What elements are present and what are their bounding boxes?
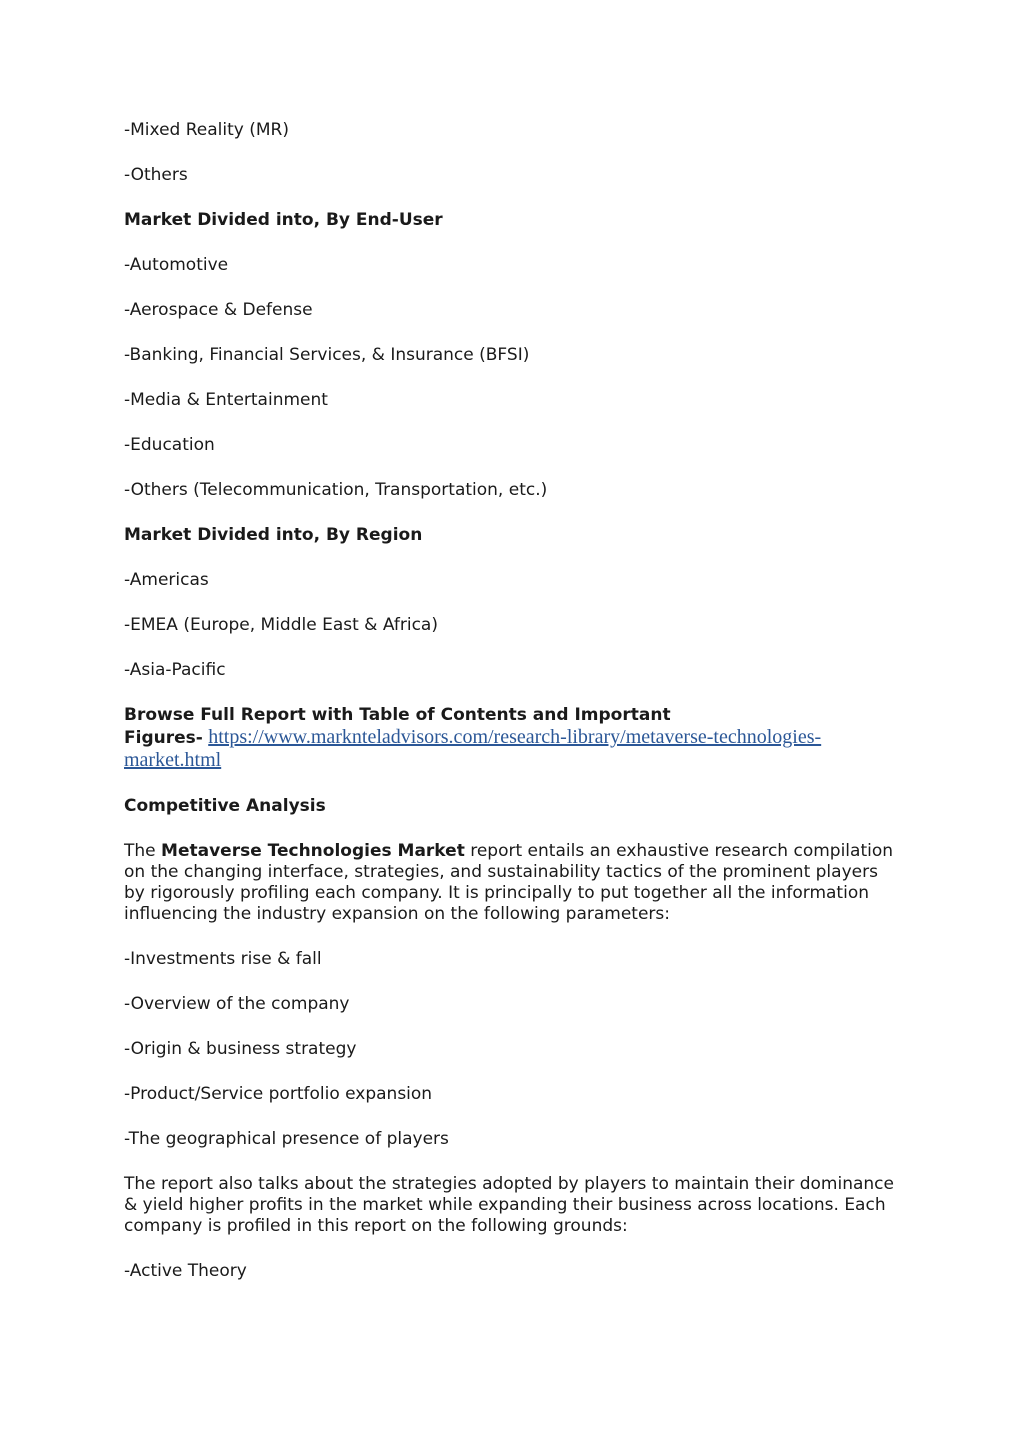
list-item: -Product/Service portfolio expansion — [124, 1084, 433, 1104]
report-link-line2[interactable]: market.html — [124, 749, 222, 771]
list-item: -Investments rise & fall — [124, 949, 322, 969]
list-item: -Mixed Reality (MR) — [124, 120, 289, 140]
list-item: -Asia-Pacific — [124, 660, 226, 680]
browse-label-line2: Figures- — [124, 728, 203, 748]
section-heading-end-user: Market Divided into, By End-User — [124, 210, 443, 230]
document-page — [124, 120, 894, 1306]
intro-rest: report entails an exhaustive research compilation on the changing interface, strategies, and sustainability tactics of the prominent players by rigorously profiling each company. It is principally to put together all the information influencing the industry expansion on the following parameters: — [124, 841, 894, 924]
list-item: -The geographical presence of players — [124, 1129, 449, 1149]
list-item: -Active Theory — [124, 1261, 247, 1281]
list-item: -Others (Telecommunication, Transportation, etc.) — [124, 480, 548, 500]
list-item: -Banking, Financial Services, & Insurance (BFSI) — [124, 345, 530, 365]
list-item: -Aerospace & Defense — [124, 300, 313, 320]
list-item: -EMEA (Europe, Middle East & Africa) — [124, 615, 438, 635]
list-item: -Education — [124, 435, 215, 455]
browse-label-line1: Browse Full Report with Table of Contents and Important — [124, 705, 671, 725]
intro-market-name: Metaverse Technologies Market — [161, 841, 465, 861]
browse-report-block — [124, 705, 894, 772]
section-heading-region: Market Divided into, By Region — [124, 525, 423, 545]
section-heading-competitive: Competitive Analysis — [124, 796, 326, 816]
list-item: -Americas — [124, 570, 209, 590]
list-item: -Overview of the company — [124, 994, 350, 1014]
list-item: -Origin & business strategy — [124, 1039, 357, 1059]
list-item: -Automotive — [124, 255, 229, 275]
list-item: -Media & Entertainment — [124, 390, 328, 410]
report-link-line1[interactable]: https://www.marknteladvisors.com/research-library/metaverse-technologies- — [208, 726, 822, 748]
competitive-intro-paragraph — [124, 841, 894, 925]
intro-prefix: The — [124, 841, 162, 861]
list-item: -Others — [124, 165, 188, 185]
closing-paragraph: The report also talks about the strategies adopted by players to maintain their dominance & yield higher profits in the market while expanding their business across locations. Each company is profiled in this report on the following grounds: — [124, 1174, 894, 1236]
